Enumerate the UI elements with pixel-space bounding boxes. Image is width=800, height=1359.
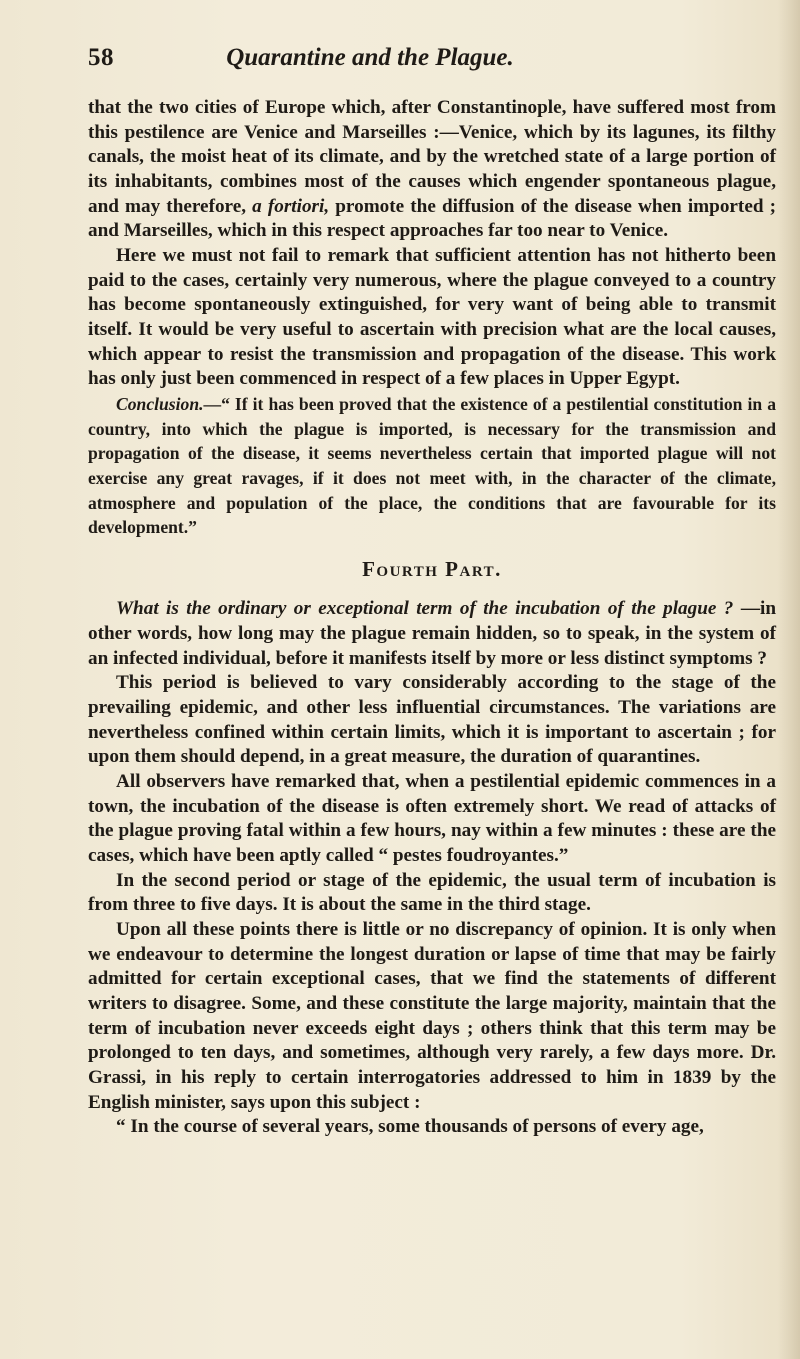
section-heading: Fourth Part.	[362, 556, 502, 581]
page-number: 58	[88, 44, 114, 71]
body-text	[88, 96, 776, 1140]
paragraph-2: Here we must not fail to remark that sufficient attention has not hitherto been paid to the cases, certainly very numerous, where the plague conveyed to a country has become spontaneously extinguished, for very want of being able to transmit itself. It would be very useful to ascertain with precision what are the local causes, which appear to resist the transmission and propagation of the disease. This work has only just been commenced in respect of a few places in Upper Egypt.	[88, 244, 776, 390]
running-head: Quarantine and the Plague.	[226, 44, 514, 71]
paragraph-question	[88, 597, 776, 671]
paragraph-6: All observers have remarked that, when a pestilential epidemic commences in a town, the incubation of the disease is often extremely short. We read of attacks of the plague proving fatal within a few hours, nay within a few minutes : these are the cases, which have been aptly called “ pestes foudroyantes.”	[88, 771, 776, 867]
conclusion-text: —“ If it has been proved that the existence of a pestilential constitution in a country, into which the plague is imported, is necessary for the transmission and propagation of the disease, it seems nevertheless certain that imported plague will not exercise any great ravages, if it does not meet with, in the character of the climate, atmosphere and population of the place, the conditions that are favourable for its development.”	[88, 393, 776, 538]
paragraph-5: This period is believed to vary considerably according to the stage of the prevailing epidemic, and other less influential circumstances. The variations are nevertheless confined within certain limits, which it is important to ascertain ; for upon them should depend, in a great measure, the duration of quarantines.	[88, 672, 776, 768]
paragraph-1-text: that the two cities of Europe which, after Constantinople, have suffered most from this pestilence are Venice and Marseilles :—Venice, which by its lagunes, its filthy canals, the moist heat of its climate, and by the wretched state of a large portion of its inhabitants, combines most of the causes which engender spontaneous plague, and may therefore,	[88, 97, 776, 217]
paragraph-conclusion	[88, 392, 776, 540]
paragraph-7: In the second period or stage of the epidemic, the usual term of incubation is from three to five days. It is about the same in the third stage.	[88, 869, 776, 916]
page-edge-shadow	[778, 0, 800, 1359]
page-header	[0, 44, 800, 84]
question-italic: What is the ordinary or exceptional term of the incubation of the plague ?	[116, 598, 734, 620]
paragraph-1	[88, 96, 776, 244]
question-text: —in other words, how long may the plague remain hidden, so to speak, in the system of an infected individual, before it manifests itself by more or less distinct symptoms ?	[88, 598, 777, 669]
paragraph-1-italic: a fortiori,	[252, 195, 330, 217]
conclusion-label: Conclusion.	[116, 393, 204, 414]
paragraph-9: “ In the course of several years, some thousands of persons of every age,	[116, 1116, 704, 1138]
paragraph-8: Upon all these points there is little or no discrepancy of opinion. It is only when we endeavour to determine the longest duration or lapse of time that may be fairly admitted for certain exceptional cases, that we find the statements of different writers to disagree. Some, and these constitute the large majority, maintain that the term of incubation never exceeds eight days ; others think that this term may be prolonged to ten days, and sometimes, although very rarely, a few days more. Dr. Grassi, in his reply to certain interrogatories addressed to him in 1839 by the English minister, says upon this subject :	[88, 919, 776, 1113]
paragraph-1-end: promote the diffusion of the disease when imported ; and Marseilles, which in this respect approaches far too near to Venice.	[88, 195, 776, 242]
